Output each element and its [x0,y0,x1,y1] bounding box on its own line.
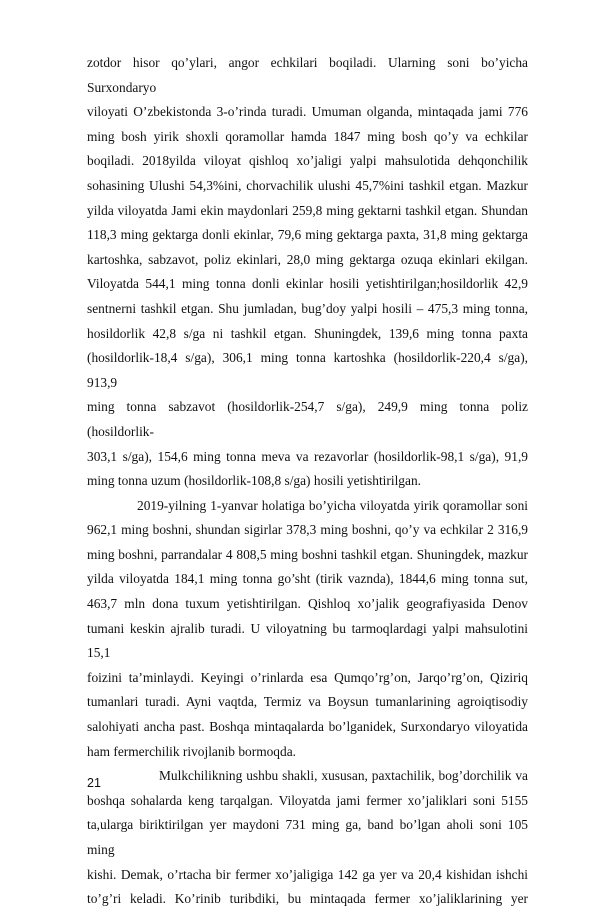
text-line: sohasining Ulushi 54,3%ini, chorvachilik ulushi 45,7%ini tashkil etgan. Mazkur [87,177,528,193]
text-line: yilda viloyatda 184,1 ming tonna go’sht (tirik vaznda), 1844,6 ming tonna sut, [87,571,528,587]
text-line: 962,1 ming boshni, shundan sigirlar 378,3 ming boshni, qo’y va echkilar 2 316,9 [87,522,528,538]
text-line: hosildorlik 42,8 s/ga ni tashkil etgan. Shuningdek, 139,6 ming tonna paxta [87,325,528,341]
text-line: ming tonna sabzavot (hosildorlik-254,7 s/ga), 249,9 ming tonna poliz (hosildorlik- [87,399,528,439]
text-line: 463,7 mln dona tuxum yetishtirilgan. Qishloq xo’jalik geografiyasida Denov [87,596,528,612]
text-line: ham fermerchilik rivojlanib bormoqda. [87,743,296,759]
text-line: 118,3 ming gektarga donli ekinlar, 79,6 ming gektarga paxta, 31,8 ming gektarga [87,227,528,243]
text-line: 2019-yilning 1-yanvar holatiga bo’yicha viloyatda yirik qoramollar soni [137,497,528,513]
text-line: ming boshni, parrandalar 4 808,5 ming boshni tashkil etgan. Shuningdek, mazkur [87,546,528,562]
text-line: ming bosh yirik shoxli qoramollar hamda 1847 ming bosh qo’y va echkilar [87,128,528,144]
text-line: viloyati O’zbekistonda 3-o’rinda turadi. Umuman olganda, mintaqada jami 776 [87,104,528,120]
text-line: Viloyatda 544,1 ming tonna donli ekinlar hosili yetishtirilgan;hosildorlik 42,9 [87,276,528,292]
text-line: foizini ta’minlaydi. Keyingi o’rinlarda esa Qumqo’rg’on, Jarqo’rg’on, Qiziriq [87,669,528,685]
text-line: ta,ularga biriktirilgan yer maydoni 731 ming ga, band bo’lgan aholi soni 105 ming [87,817,528,857]
text-line: ming tonna uzum (hosildorlik-108,8 s/ga) hosili yetishtirilgan. [87,473,421,489]
document-page [87,51,528,912]
text-line: to’g’ri keladi. Ko’rinib turibdiki, bu mintaqada fermer xo’jaliklarining yer [87,891,528,907]
text-line: zotdor hisor qo’ylari, angor echkilari boqiladi. Ularning soni bo’yicha Surxondaryo [87,55,528,95]
text-line: 303,1 s/ga), 154,6 ming tonna meva va rezavorlar (hosildorlik-98,1 s/ga), 91,9 [87,448,528,464]
text-line: boshqa sohalarda keng tarqalgan. Viloyatda jami fermer xo’jaliklari soni 5155 [87,792,528,808]
text-line: kishi. Demak, o’rtacha bir fermer xo’jaligiga 142 ga yer va 20,4 kishidan ishchi [87,866,528,882]
text-line: (hosildorlik-18,4 s/ga), 306,1 ming tonna kartoshka (hosildorlik-220,4 s/ga), 913,9 [87,350,528,390]
text-line: tumani keskin ajralib turadi. U viloyatning bu tarmoqlardagi yalpi mahsulotini 15,1 [87,620,528,661]
text-line: tumanlari turadi. Ayni vaqtda, Termiz va Boysun tumanlarining agroiqtisodiy [87,694,528,710]
text-line: kartoshka, sabzavot, poliz ekinlari, 28,0 ming gektarga ozuqa ekinlari ekilgan. [87,251,528,267]
text-line: Mulkchilikning ushbu shakli, xususan, paxtachilik, bog’dorchilik va [159,768,528,784]
text-line: salohiyati ancha past. Boshqa mintaqalarda bo’lganidek, Surxondaryo viloyatida [87,719,528,735]
paragraph-livestock [87,494,528,765]
text-line: yilda viloyatda Jami ekin maydonlari 259,8 ming gektarni tashkil etgan. Shundan [87,202,528,218]
text-line: sentnerni tashkil etgan. Shu jumladan, bug’doy yalpi hosili – 475,3 ming tonna, [87,300,528,316]
page-number: 21 [87,776,101,790]
paragraph-agriculture-output [87,51,528,494]
paragraph-farms [87,764,528,912]
text-line: boqiladi. 2018yilda viloyat qishloq xo’jaligi yalpi mahsulotida dehqonchilik [87,153,528,169]
